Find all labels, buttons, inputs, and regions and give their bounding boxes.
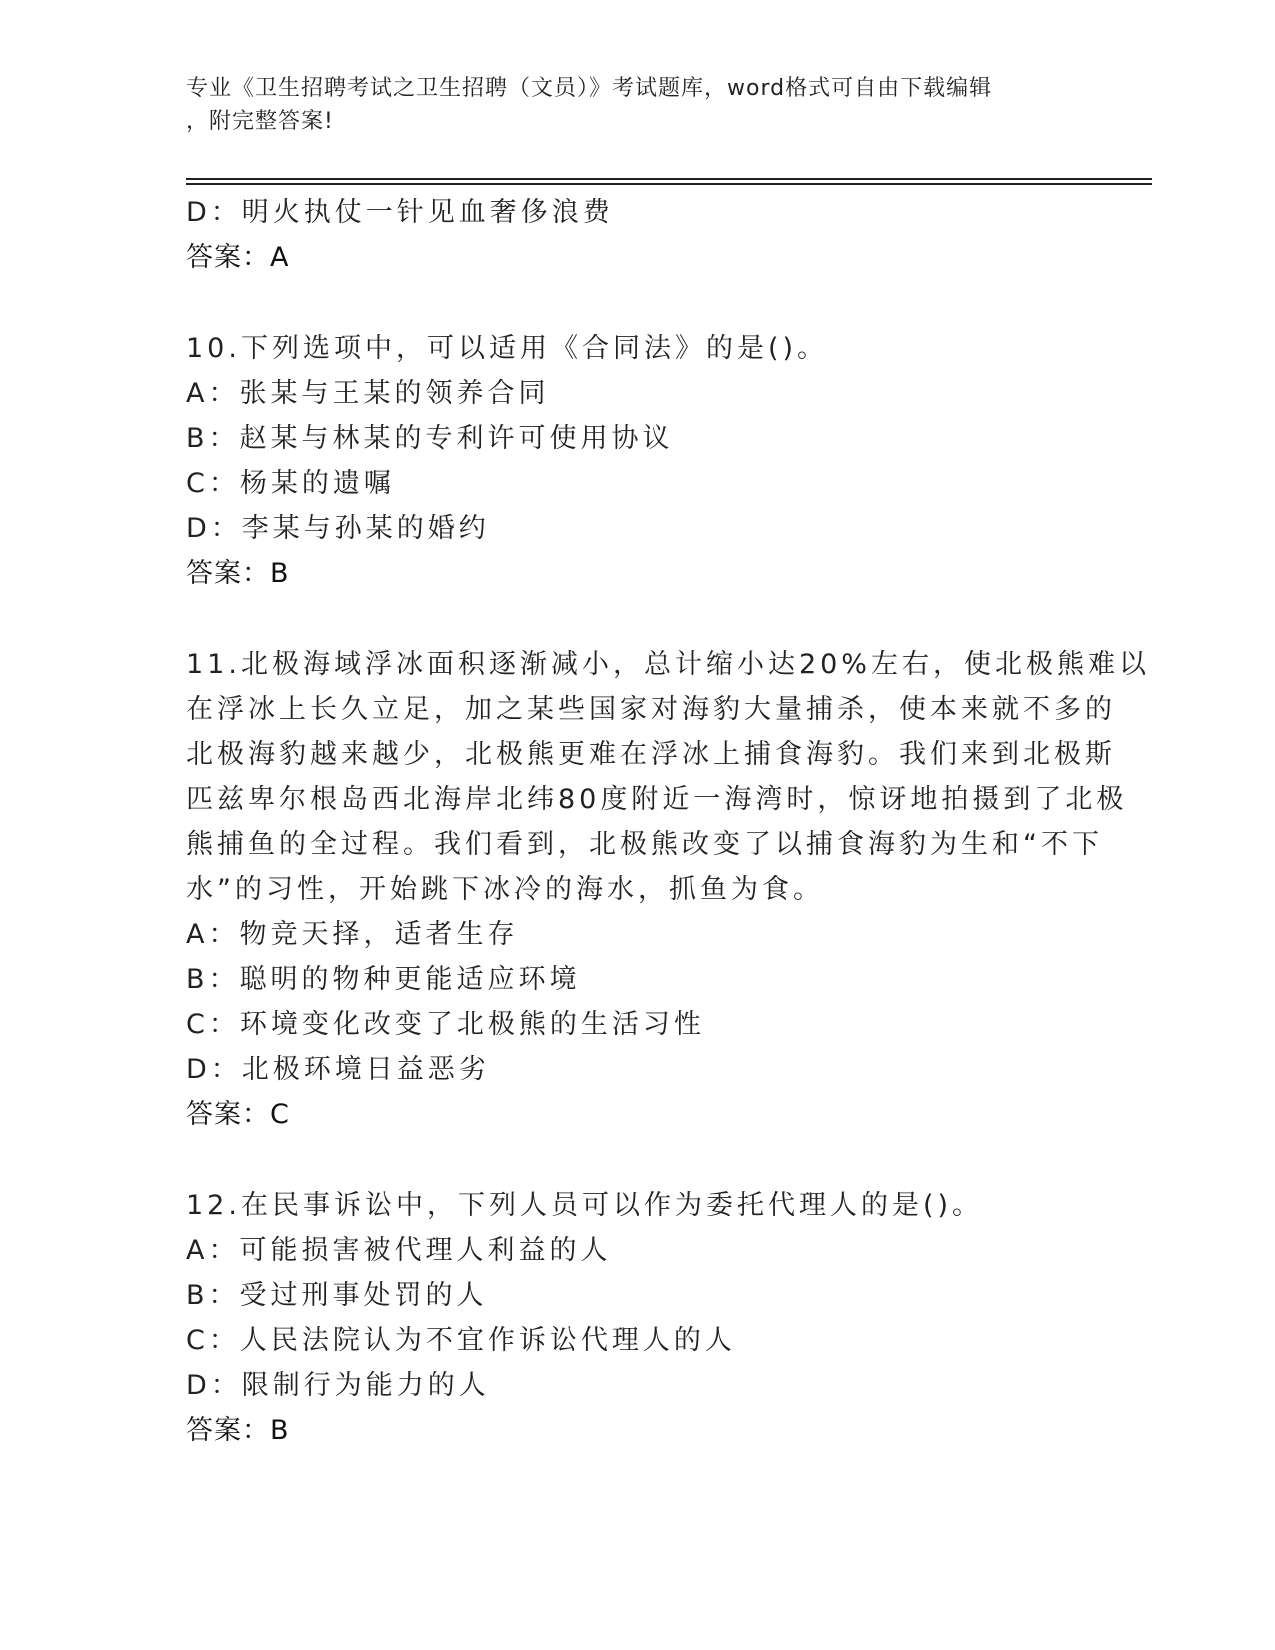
option-b: B：受过刑事处罚的人 [186,1280,488,1311]
header-divider-top [186,178,1152,180]
spacer [186,1137,1086,1183]
spacer [186,596,1086,642]
option-b: B：赵某与林某的专利许可使用协议 [186,423,674,454]
question-stem-line: 11.北极海域浮冰面积逐渐减小，总计缩小达20%左右，使北极熊难以 [186,649,1150,680]
answer-line: 答案：B [186,558,290,589]
option-b: B：聪明的物种更能适应环境 [186,964,581,995]
question-10 [186,326,1086,596]
option-d: D：明火执仗一针见血奢侈浪费 [186,197,614,228]
option-c: C：环境变化改变了北极熊的生活习性 [186,1009,705,1040]
answer-line: 答案：A [186,242,290,273]
question-12 [186,1183,1086,1453]
option-d: D：限制行为能力的人 [186,1370,490,1401]
header-line-2: ，附完整答案! [186,109,334,134]
option-d: D：李某与孙某的婚约 [186,513,490,544]
question-stem-line: 在浮冰上长久立足，加之某些国家对海豹大量捕杀，使本来就不多的 [186,694,1116,725]
question-stem-line: 熊捕鱼的全过程。我们看到，北极熊改变了以捕食海豹为生和“不下 [186,829,1103,860]
question-11 [186,642,1150,1137]
option-d: D：北极环境日益恶劣 [186,1054,490,1085]
option-c: C：杨某的遗嘱 [186,468,395,499]
option-a: A：张某与王某的领养合同 [186,378,550,409]
header-line-1: 专业《卫生招聘考试之卫生招聘（文员）》考试题库，word格式可自由下载编辑 [186,76,993,101]
question-stem-line: 匹兹卑尔根岛西北海岸北纬80度附近一海湾时，惊讶地拍摄到了北极 [186,784,1128,815]
option-a: A：可能损害被代理人利益的人 [186,1235,612,1266]
option-c: C：人民法院认为不宜作诉讼代理人的人 [186,1325,736,1356]
header-divider-bottom [186,183,1152,185]
answer-line: 答案：B [186,1415,290,1446]
question-stem-line: 水”的习性，开始跳下冰冷的海水，抓鱼为食。 [186,874,824,905]
spacer [186,280,1086,326]
question-9-tail [186,190,1086,280]
question-stem: 12.在民事诉讼中，下列人员可以作为委托代理人的是()。 [186,1190,984,1221]
answer-line: 答案：C [186,1099,290,1130]
question-stem: 10.下列选项中，可以适用《合同法》的是()。 [186,333,829,364]
document-header [186,72,1066,138]
option-a: A：物竞天择，适者生存 [186,919,519,950]
question-stem-line: 北极海豹越来越少，北极熊更难在浮冰上捕食海豹。我们来到北极斯 [186,739,1116,770]
document-body [186,190,1150,1453]
